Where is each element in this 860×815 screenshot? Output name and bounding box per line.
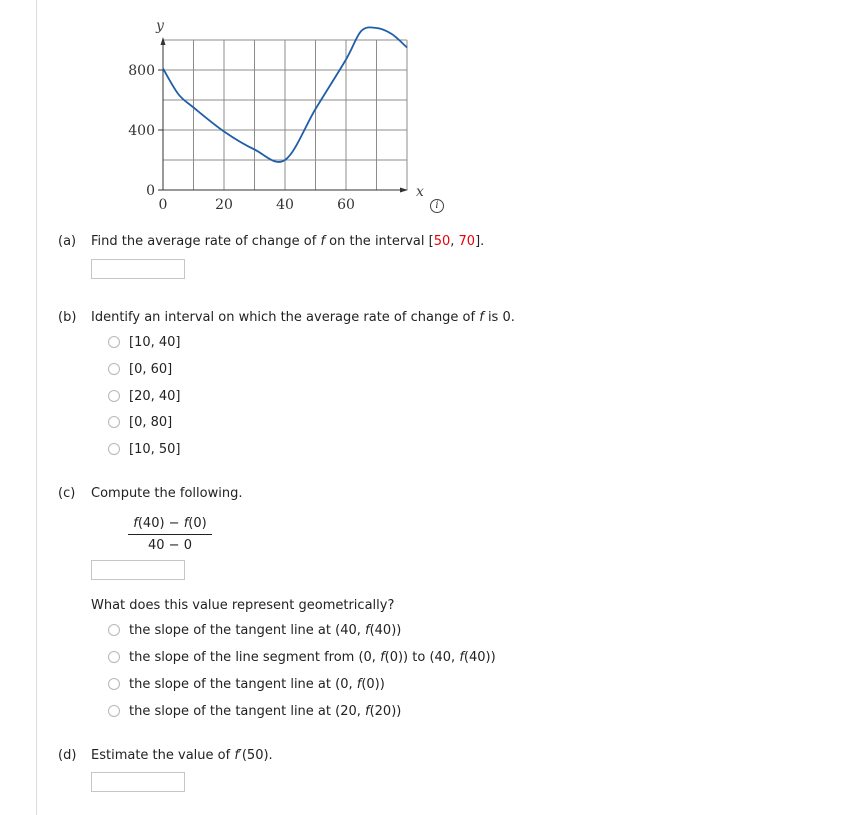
radio-button[interactable] [108, 678, 120, 690]
part-b-option[interactable] [108, 413, 172, 431]
radio-button[interactable] [108, 443, 120, 455]
part-b-option[interactable] [108, 440, 181, 458]
y-tick-label: 400 [128, 123, 155, 139]
x-tick-label: 60 [337, 197, 355, 213]
part-b-option[interactable] [108, 360, 172, 378]
y-tick-label: 800 [128, 63, 155, 79]
option-label: [20, 40] [129, 388, 181, 404]
part-c-option[interactable] [108, 675, 385, 693]
y-axis-label: y [156, 18, 164, 34]
option-label: the slope of the line segment from (0, f(0)) to (40, f(40)) [129, 649, 496, 665]
fraction-denominator: 40 − 0 [148, 538, 192, 553]
radio-button[interactable] [108, 416, 120, 428]
part-d-label: (d) [58, 748, 77, 763]
radio-button[interactable] [108, 336, 120, 348]
x-tick-label: 20 [215, 197, 233, 213]
part-b-option[interactable] [108, 387, 181, 405]
option-label: [0, 60] [129, 361, 173, 377]
y-tick-label: 0 [146, 183, 155, 199]
part-a-answer-input[interactable] [91, 259, 185, 279]
option-label: [10, 50] [129, 441, 181, 457]
y-axis-arrow [161, 37, 166, 45]
radio-button[interactable] [108, 705, 120, 717]
option-label: the slope of the tangent line at (40, f(40)) [129, 622, 402, 638]
part-c-option[interactable] [108, 648, 496, 666]
x-tick-label: 0 [158, 197, 168, 213]
option-label: the slope of the tangent line at (0, f(0)) [129, 676, 385, 692]
part-c-answer-input[interactable] [91, 560, 185, 580]
part-d-question: Estimate the value of f′(50). [91, 748, 273, 763]
radio-button[interactable] [108, 363, 120, 375]
part-b-option[interactable] [108, 333, 181, 351]
part-c-label: (c) [58, 486, 76, 501]
part-c-subquestion: What does this value represent geometrically? [91, 598, 395, 613]
part-c-option[interactable] [108, 702, 401, 720]
x-tick-label: 40 [276, 197, 294, 213]
function-graph [0, 0, 460, 222]
part-c-option[interactable] [108, 621, 401, 639]
difference-quotient [128, 516, 212, 553]
radio-button[interactable] [108, 390, 120, 402]
part-b-label: (b) [58, 310, 77, 325]
radio-button[interactable] [108, 624, 120, 636]
part-a-question: Find the average rate of change of f on the interval [50, 70]. [91, 234, 485, 249]
graph-grid [163, 40, 407, 190]
x-axis-label: x [416, 184, 424, 200]
radio-button[interactable] [108, 651, 120, 663]
option-label: [10, 40] [129, 334, 181, 350]
part-a-label: (a) [58, 234, 77, 249]
info-icon[interactable]: i [430, 199, 444, 213]
option-label: the slope of the tangent line at (20, f(20)) [129, 703, 402, 719]
part-b-question: Identify an interval on which the average rate of change of f is 0. [91, 310, 515, 325]
part-d-answer-input[interactable] [91, 772, 185, 792]
option-label: [0, 80] [129, 414, 173, 430]
part-c-question: Compute the following. [91, 486, 243, 501]
fraction-numerator: f(40) − f(0) [128, 516, 212, 535]
